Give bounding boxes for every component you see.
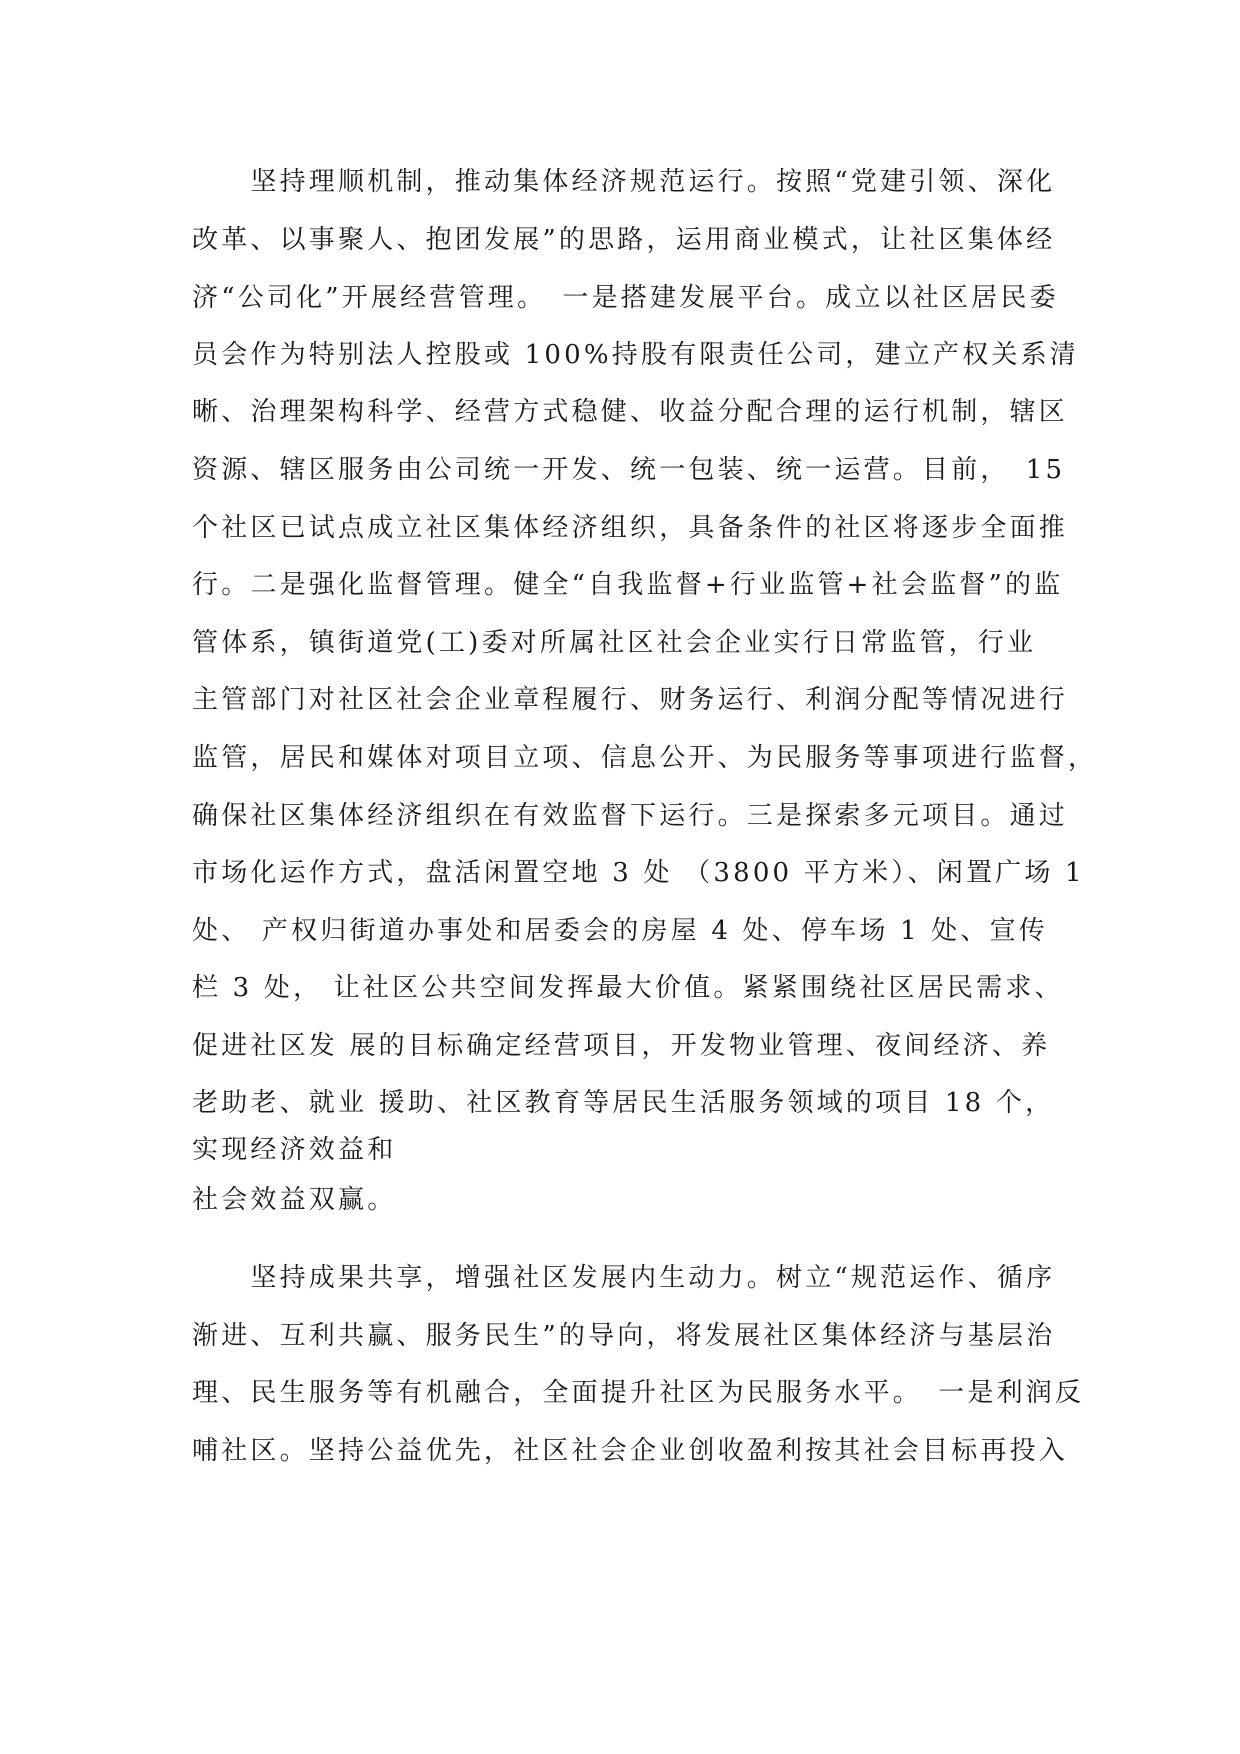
paragraph-1-line: 实现经济效益和: [192, 1135, 397, 1165]
paragraph-1-line: 晰、治理架构科学、经营方式稳健、收益分配合理的运行机制，辖区: [192, 397, 1069, 427]
paragraph-1-line: 老助老、就业 援助、社区教育等居民生活服务领域的项目 18 个，: [192, 1088, 1055, 1118]
paragraph-1-line: 社会效益双赢。: [192, 1185, 397, 1215]
paragraph-2-line: 哺社区。坚持公益优先，社区社会企业创收盈利按其社会目标再投入: [192, 1436, 1069, 1466]
paragraph-1-line: 个社区已试点成立社区集体经济组织，具备条件的社区将逐步全面推: [192, 513, 1069, 543]
paragraph-1-line: 资源、辖区服务由公司统一开发、统一包装、统一运营。目前， 15: [192, 455, 1066, 485]
paragraph-1-line: 坚持理顺机制，推动集体经济规范运行。按照“党建引领、深化: [192, 167, 1056, 197]
paragraph-1-line: 行。二是强化监督管理。健全“自我监督+行业监管+社会监督”的监: [192, 570, 1064, 600]
paragraph-1-line: 济“公司化”开展经营管理。 一是搭建发展平台。成立以社区居民委: [192, 283, 1059, 313]
paragraph-1-line: 栏 3 处， 让社区公共空间发挥最大价值。紧紧围绕社区居民需求、: [192, 973, 1064, 1003]
paragraph-1-line: 员会作为特别法人控股或 100%持股有限责任公司，建立产权关系清: [192, 340, 1079, 370]
paragraph-1-line: 改革、以事聚人、抱团发展”的思路，运用商业模式，让社区集体经: [192, 225, 1056, 255]
paragraph-1-line: 促进社区发 展的目标确定经营项目，开发物业管理、夜间经济、养: [192, 1031, 1051, 1061]
paragraph-2-line: 坚持成果共享，增强社区发展内生动力。树立“规范运作、循序: [192, 1263, 1056, 1293]
paragraph-1-line: 确保社区集体经济组织在有效监督下运行。三是探索多元项目。通过: [192, 801, 1069, 831]
paragraph-1-line: 管体系，镇街道党(工)委对所属社区社会企业实行日常监管，行业: [192, 628, 1037, 658]
paragraph-2-line: 渐进、互利共赢、服务民生”的导向，将发展社区集体经济与基层治: [192, 1321, 1056, 1351]
paragraph-1-line: 监管，居民和媒体对项目立项、信息公开、为民服务等事项进行监督，: [192, 743, 1098, 773]
paragraph-1-line: 主管部门对社区社会企业章程履行、财务运行、利润分配等情况进行: [192, 685, 1069, 715]
paragraph-1-line: 市场化运作方式，盘活闲置空地 3 处 （3800 平方米）、闲置广场 1: [192, 858, 1085, 888]
paragraph-1-line: 处、 产权归街道办事处和居委会的房屋 4 处、停车场 1 处、宣传: [192, 916, 1049, 946]
paragraph-2-line: 理、民生服务等有机融合，全面提升社区为民服务水平。 一是利润反: [192, 1378, 1085, 1408]
